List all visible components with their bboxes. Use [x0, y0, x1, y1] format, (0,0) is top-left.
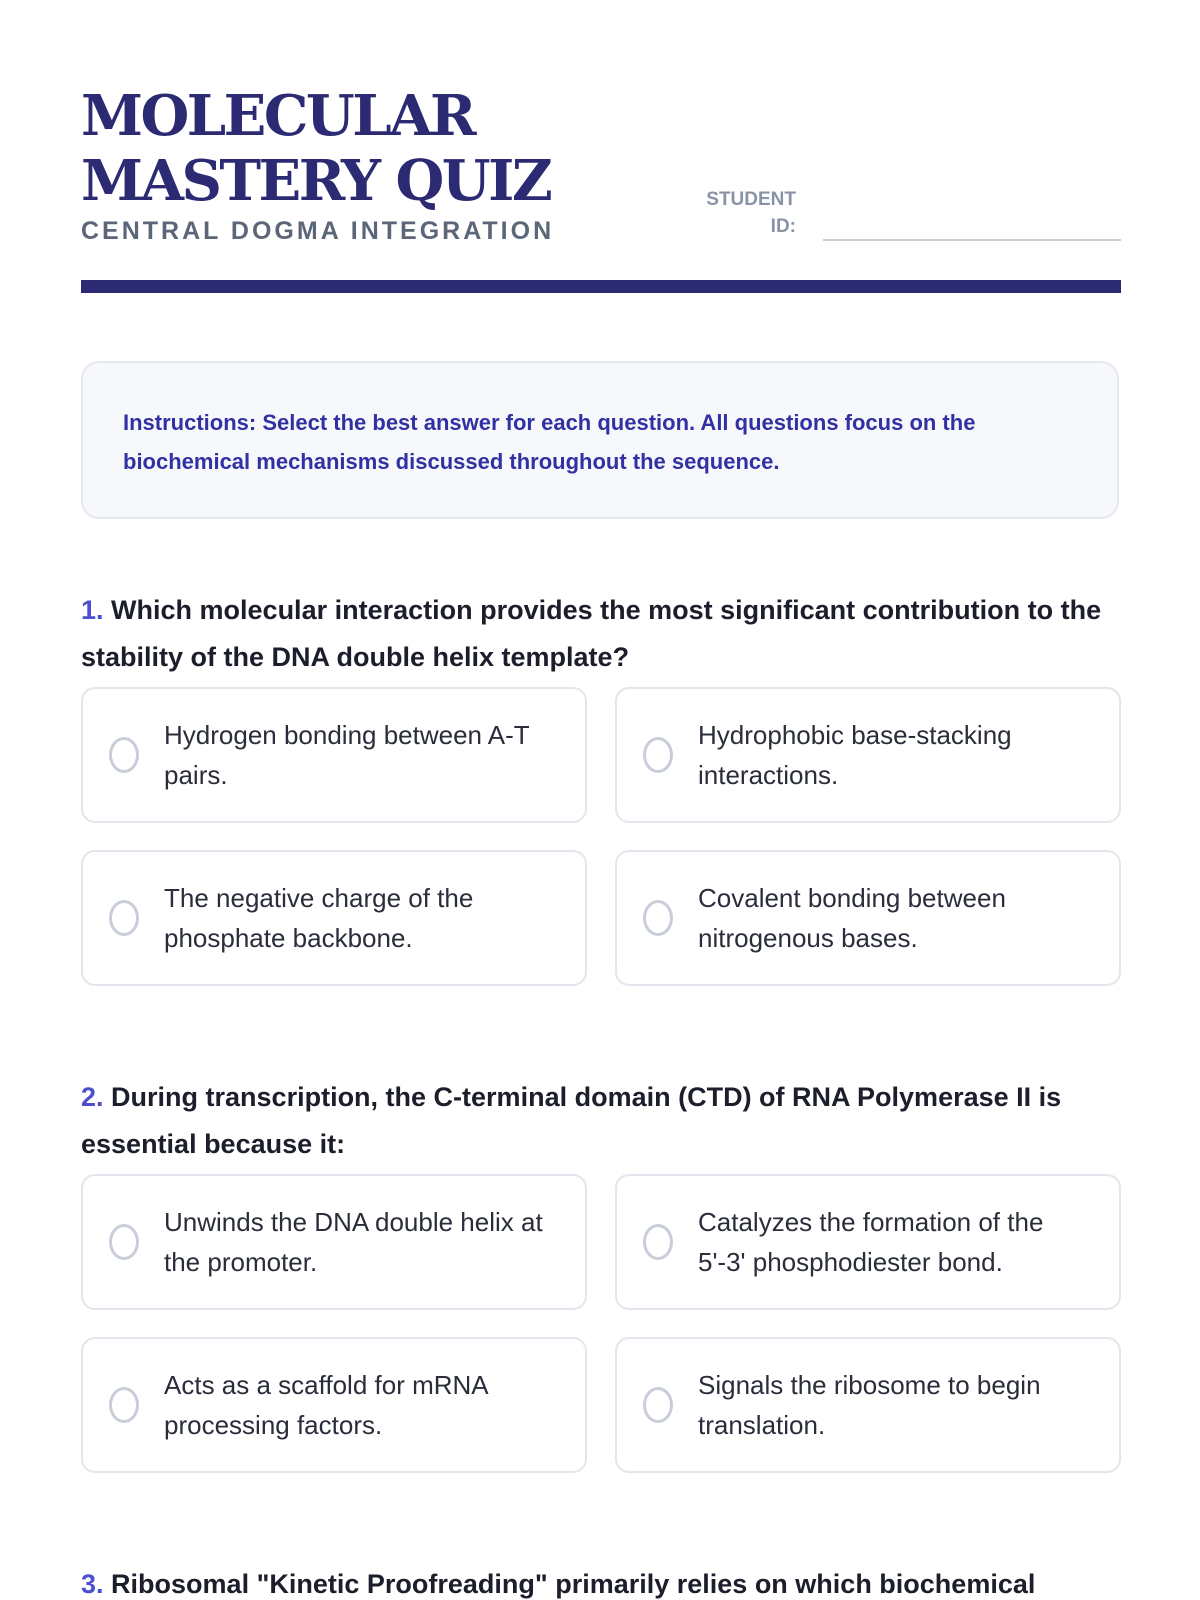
- student-id-input[interactable]: [823, 239, 1121, 241]
- answer-option-label: Hydrophobic base-stacking interactions.: [698, 720, 1012, 790]
- radio-button[interactable]: [643, 900, 673, 936]
- instructions-box: [81, 361, 1119, 519]
- radio-button[interactable]: [109, 1224, 139, 1260]
- quiz-page: [81, 0, 1121, 1599]
- answer-option-label: Covalent bonding between nitrogenous bases.: [698, 883, 1006, 953]
- page-title: MOLECULAR MASTERY QUIZ: [81, 83, 551, 214]
- student-id-label: STUDENT ID:: [706, 189, 796, 237]
- answer-option-a[interactable]: [81, 1174, 587, 1310]
- student-id-field-group: [681, 186, 1121, 242]
- question-3: [81, 1561, 1121, 1600]
- question-number: 2.: [81, 1082, 104, 1112]
- question-2: [81, 1074, 1121, 1440]
- header-divider: [81, 280, 1121, 293]
- answer-option-c[interactable]: [81, 1337, 587, 1473]
- instructions-text: Instructions: Select the best answer for each question. All questions focus on the biochemical mechanisms discussed throughout the sequence.: [123, 410, 976, 474]
- question-text: [81, 587, 1121, 681]
- answer-option-label: Hydrogen bonding between A-T pairs.: [164, 720, 530, 790]
- quiz-header: [81, 0, 1121, 290]
- radio-button[interactable]: [643, 1224, 673, 1260]
- question-number: 3.: [81, 1569, 104, 1599]
- answer-option-label: Acts as a scaffold for mRNA processing factors.: [164, 1370, 488, 1440]
- radio-button[interactable]: [109, 737, 139, 773]
- question-prompt: Ribosomal "Kinetic Proofreading" primarily relies on which biochemical: [111, 1569, 1036, 1599]
- radio-button[interactable]: [109, 1387, 139, 1423]
- radio-button[interactable]: [643, 737, 673, 773]
- answer-option-a[interactable]: [81, 687, 587, 823]
- answer-option-d[interactable]: [615, 1337, 1121, 1473]
- radio-button[interactable]: [109, 900, 139, 936]
- question-prompt: During transcription, the C-terminal domain (CTD) of RNA Polymerase II is essential because it:: [81, 1082, 1062, 1159]
- radio-button[interactable]: [643, 1387, 673, 1423]
- answer-option-label: Signals the ribosome to begin translation.: [698, 1370, 1041, 1440]
- answer-option-label: Catalyzes the formation of the 5'-3' phosphodiester bond.: [698, 1207, 1044, 1277]
- answer-option-c[interactable]: [81, 850, 587, 986]
- question-text: [81, 1074, 1121, 1168]
- question-1: [81, 587, 1121, 953]
- question-text: [81, 1561, 1121, 1600]
- question-number: 1.: [81, 595, 104, 625]
- answer-option-label: Unwinds the DNA double helix at the promoter.: [164, 1207, 543, 1277]
- page-subtitle: CENTRAL DOGMA INTEGRATION: [81, 217, 555, 245]
- answer-option-label: The negative charge of the phosphate backbone.: [164, 883, 474, 953]
- answer-option-b[interactable]: [615, 1174, 1121, 1310]
- question-prompt: Which molecular interaction provides the most significant contribution to the stability of the DNA double helix template?: [81, 595, 1102, 672]
- answer-option-b[interactable]: [615, 687, 1121, 823]
- answer-option-d[interactable]: [615, 850, 1121, 986]
